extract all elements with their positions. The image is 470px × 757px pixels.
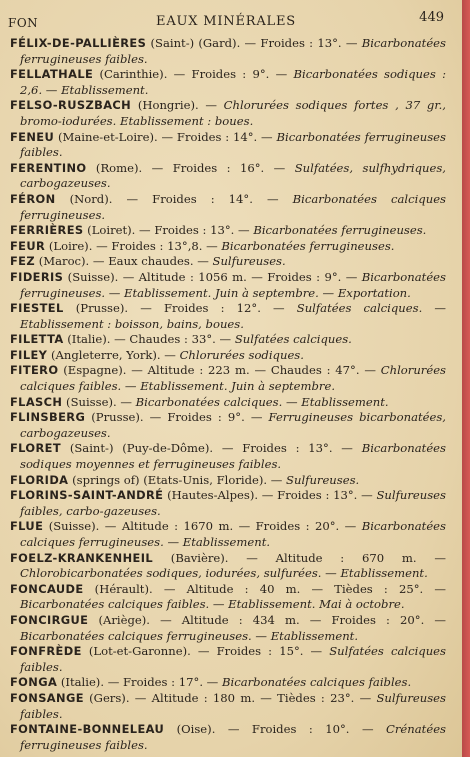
- entry-details: (Maroc). — Eaux chaudes. —: [35, 254, 213, 269]
- list-item: [10, 192, 446, 223]
- entry-name: FLUE: [10, 519, 44, 534]
- entry-details: (Oise). — Froides : 10°. —: [164, 722, 387, 737]
- list-item: [10, 223, 446, 239]
- entry-details: (Ariège). — Altitude : 434 m. — Froides : 20°. —: [88, 612, 446, 627]
- entry-description: Bicarbonatées ferrugineuses faibles.: [20, 36, 446, 66]
- list-item: [10, 691, 446, 722]
- entry-description: Chlorurées calciques faibles. — Etablissement. Juin à septembre.: [20, 363, 446, 394]
- entry-name: FILETTA: [10, 332, 64, 347]
- entry-description: Bicarbonatées sodiques moyennes et ferrugineuses faibles.: [20, 441, 446, 472]
- page-edge: [462, 0, 470, 757]
- entry-description: Bicarbonatées ferrugineuses.: [253, 223, 427, 238]
- entry-details: (Prusse). — Froides : 12°. —: [63, 301, 297, 316]
- entry-details: (Rome). — Froides : 16°. —: [86, 160, 295, 175]
- page-number: 449: [419, 10, 444, 25]
- entry-description: Bicarbonatées calciques ferrugineuses. — Etablissement.: [20, 628, 359, 643]
- list-item: [10, 348, 446, 364]
- entry-description: Bicarbonatées calciques. — Etablissement.: [135, 394, 389, 409]
- entry-name: FLORET: [10, 441, 62, 456]
- list-item: [10, 395, 446, 411]
- entry-description: Bicarbonatées calciques ferrugineuses. — Etablissement.: [20, 519, 446, 549]
- entry-description: Bicarbonatées calciques ferrugineuses.: [20, 191, 446, 222]
- entry-name: FLASCH: [10, 394, 63, 409]
- entry-name: FONCAUDE: [10, 581, 84, 596]
- entry-name: FELLATHALE: [10, 67, 94, 82]
- list-item: [10, 551, 446, 582]
- entry-description: Chlorurées sodiques.: [179, 347, 304, 362]
- list-item: [10, 98, 446, 129]
- list-item: [10, 410, 446, 441]
- list-item: [10, 473, 446, 489]
- entry-name: FONCIRGUE: [10, 612, 89, 627]
- list-item: [10, 519, 446, 550]
- entry-details: (Italie). — Chaudes : 33°. —: [63, 332, 235, 347]
- entry-details: (Suisse). —: [62, 394, 136, 409]
- entry-description: Sulfatées, sulfhydriques, carbogazeuses.: [20, 160, 446, 191]
- list-item: [10, 332, 446, 348]
- entry-details: (Hérault). — Altitude : 40 m. — Tièdes : 25°. —: [83, 581, 446, 596]
- entry-name: FONGA: [10, 675, 58, 690]
- entry-list: [10, 36, 446, 753]
- list-item: [10, 270, 446, 301]
- list-item: [10, 130, 446, 161]
- entry-name: FLORINS-SAINT-ANDRÉ: [10, 488, 164, 503]
- entry-details: (Suisse). — Altitude : 1056 m. — Froides : 9°. —: [63, 269, 362, 284]
- entry-name: FEZ: [10, 254, 36, 269]
- entry-name: FÉRON: [10, 191, 56, 206]
- entry-name: FEUR: [10, 238, 46, 253]
- entry-details: (Saint-) (Puy-de-Dôme). — Froides : 13°. —: [61, 441, 362, 456]
- entry-details: (Loire). — Froides : 13°,8. —: [45, 238, 222, 253]
- entry-name: FERRIÈRES: [10, 223, 84, 238]
- entry-description: Chlorobicarbonatées sodiques, iodurées, sulfurées. — Etablissement.: [20, 566, 428, 581]
- page-header: [8, 10, 444, 32]
- list-item: [10, 644, 446, 675]
- entry-name: FOELZ-KRANKENHEIL: [10, 550, 153, 565]
- list-item: [10, 161, 446, 192]
- entry-details: (Italie). — Froides : 17°. —: [57, 675, 222, 690]
- entry-description: Bicarbonatées ferrugineuses faibles.: [20, 129, 446, 160]
- entry-details: (Hongrie). —: [131, 98, 224, 113]
- entry-description: Chlorurées sodiques fortes , 37 gr., bromo-iodurées. Etablissement : boues.: [20, 98, 446, 128]
- entry-details: (Espagne). — Altitude : 223 m. — Chaudes : 47°. —: [58, 363, 381, 378]
- entry-description: Crénatées ferrugineuses faibles.: [20, 722, 446, 752]
- entry-name: FLORIDA: [10, 472, 69, 487]
- entry-details: (Angleterre, York). —: [47, 347, 180, 362]
- list-item: [10, 582, 446, 613]
- entry-description: Ferrugineuses bicarbonatées, carbogazeuses.: [20, 410, 446, 440]
- entry-description: Bicarbonatées ferrugineuses. — Etablissement. Juin à septembre. — Exportation.: [20, 269, 446, 300]
- list-item: [10, 722, 446, 753]
- list-item: [10, 613, 446, 644]
- entry-details: (Hautes-Alpes). — Froides : 13°. —: [163, 488, 377, 503]
- entry-name: FONTAINE-BONNELEAU: [10, 722, 165, 737]
- entry-name: FONSANGE: [10, 690, 84, 705]
- list-item: [10, 675, 446, 691]
- entry-description: Sulfatées calciques faibles.: [20, 644, 446, 674]
- entry-details: (Prusse). — Froides : 9°. —: [85, 410, 269, 425]
- list-item: [10, 488, 446, 519]
- list-item: [10, 36, 446, 67]
- entry-name: FITERO: [10, 363, 59, 378]
- running-head-left: FON: [8, 16, 39, 30]
- entry-description: Sulfatées calciques.: [234, 332, 352, 347]
- entry-details: (Suisse). — Altitude : 1670 m. — Froides : 20°. —: [43, 519, 362, 534]
- list-item: [10, 363, 446, 394]
- list-item: [10, 254, 446, 270]
- entry-description: Bicarbonatées calciques faibles.: [221, 675, 412, 690]
- entry-name: FIESTEL: [10, 301, 64, 316]
- entry-details: (Bavière). — Altitude : 670 m. —: [153, 550, 446, 565]
- list-item: [10, 301, 446, 332]
- entry-name: FLINSBERG: [10, 410, 86, 425]
- entry-description: Bicarbonatées calciques faibles. — Etablissement. Mai à octobre.: [20, 597, 405, 612]
- entry-description: Sulfatées calciques. — Etablissement : boisson, bains, boues.: [20, 301, 446, 331]
- entry-details: (Loiret). — Froides : 13°. —: [83, 223, 254, 238]
- entry-name: FÉLIX-DE-PALLIÈRES: [10, 36, 147, 50]
- entry-description: Bicarbonatées sodiques : 2,6. — Etablissement.: [20, 67, 447, 97]
- entry-details: (Lot-et-Garonne). — Froides : 15°. —: [81, 644, 330, 659]
- entry-description: Sulfureuses faibles.: [20, 690, 446, 721]
- entry-description: Sulfureuses.: [212, 254, 286, 269]
- entry-name: FILEY: [10, 347, 48, 362]
- list-item: [10, 239, 446, 255]
- entry-details: (springs of) (Etats-Unis, Floride). —: [68, 472, 287, 487]
- entry-details: (Maine-et-Loire). — Froides : 14°. —: [54, 129, 277, 144]
- entry-details: (Gers). — Altitude : 180 m. — Tièdes : 23°. —: [83, 690, 377, 705]
- list-item: [10, 441, 446, 472]
- entry-details: (Saint-) (Gard). — Froides : 13°. —: [146, 36, 362, 50]
- entry-description: Sulfureuses faibles, carbo-gazeuses.: [20, 488, 446, 518]
- entry-details: (Carinthie). — Froides : 9°. —: [93, 67, 294, 82]
- entry-description: Bicarbonatées ferrugineuses.: [221, 238, 395, 253]
- entry-name: FIDERIS: [10, 269, 64, 284]
- entry-name: FONFRÈDE: [10, 644, 82, 659]
- entry-description: Sulfureuses.: [286, 472, 360, 487]
- running-title: EAUX MINÉRALES: [156, 14, 296, 29]
- entry-name: FENEU: [10, 129, 55, 144]
- list-item: [10, 67, 446, 98]
- entry-name: FERENTINO: [10, 160, 87, 175]
- entry-details: (Nord). — Froides : 14°. —: [55, 191, 293, 206]
- entry-name: FELSO-RUSZBACH: [10, 98, 132, 113]
